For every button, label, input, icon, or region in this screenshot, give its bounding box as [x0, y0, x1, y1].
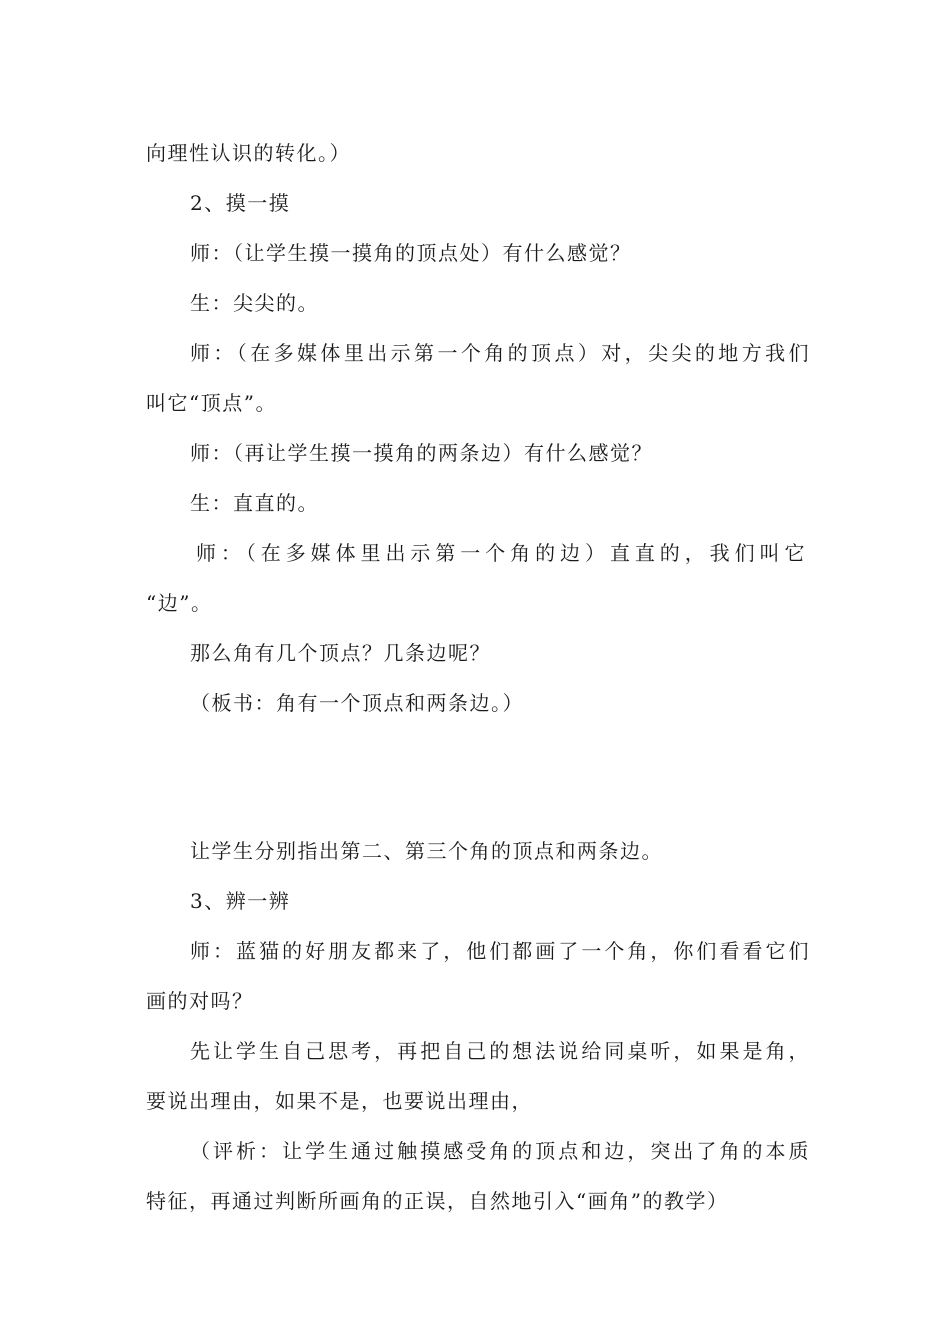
text-line: “边”。	[146, 591, 213, 615]
text-line: 那么角有几个顶点？几条边呢？	[190, 641, 491, 665]
text-line: 师：（在多媒体里出示第一个角的顶点）对，尖尖的地方我们	[190, 341, 810, 365]
text-line: 画的对吗？	[146, 989, 254, 1013]
text-line: 师：（再让学生摸一摸角的两条边）有什么感觉？	[190, 441, 653, 465]
text-line: （评析：让学生通过触摸感受角的顶点和边，突出了角的本质	[190, 1139, 810, 1163]
text-line: 要说出理由，如果不是，也要说出理由，	[146, 1089, 533, 1113]
text-line: （板书：角有一个顶点和两条边。）	[190, 691, 524, 715]
text-line: 师：蓝猫的好朋友都来了，他们都画了一个角，你们看看它们	[190, 939, 810, 963]
section-heading: 3、辨一辨	[190, 889, 291, 913]
text-line: 特征，再通过判断所画角的正误，自然地引入“画角”的教学）	[146, 1189, 729, 1213]
text-line: 向理性认识的转化。）	[146, 141, 351, 165]
text-line: 师：（在多媒体里出示第一个角的边）直直的，我们叫它	[196, 541, 806, 565]
text-line: 师：（让学生摸一摸角的顶点处）有什么感觉？	[190, 241, 632, 265]
text-line: 叫它“顶点”。	[146, 391, 277, 415]
text-line: 生：尖尖的。	[190, 291, 319, 315]
text-line: 先让学生自己思考，再把自己的想法说给同桌听，如果是角，	[190, 1039, 810, 1063]
section-heading: 2、摸一摸	[190, 191, 291, 215]
text-line: 让学生分别指出第二、第三个角的顶点和两条边。	[190, 839, 663, 863]
text-line: 生：直直的。	[190, 491, 319, 515]
